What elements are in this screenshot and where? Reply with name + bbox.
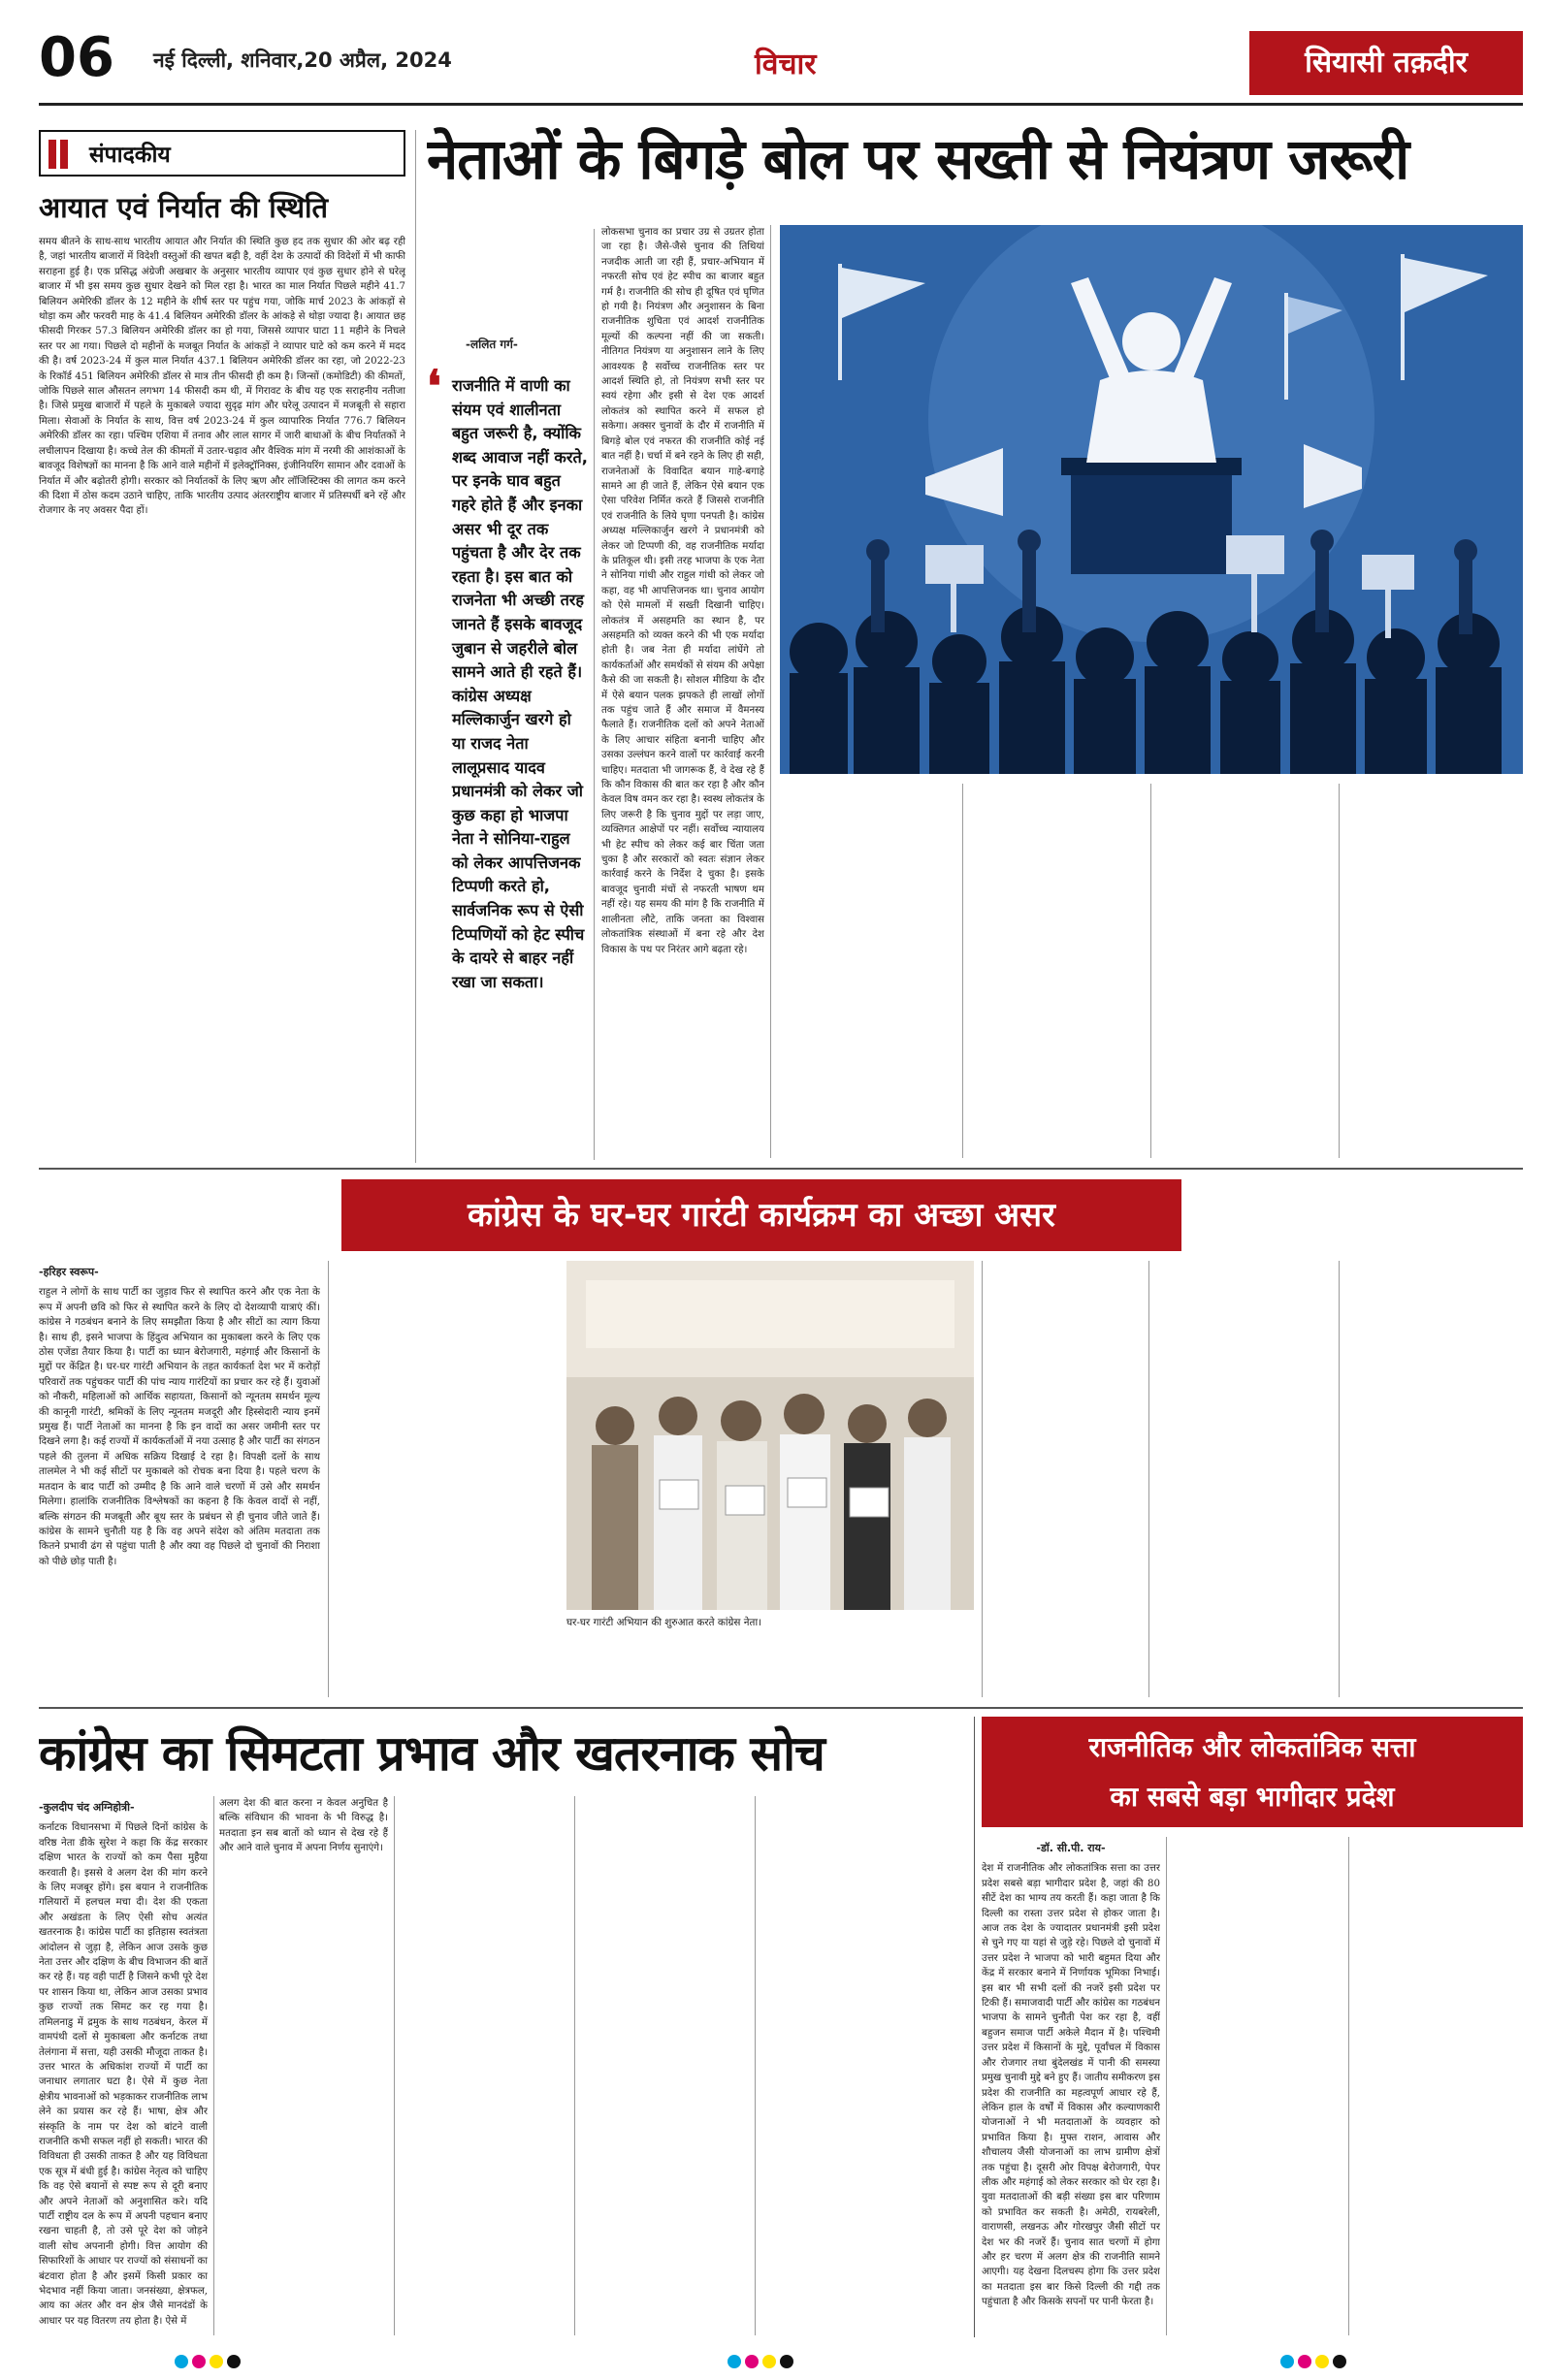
quote-mark-icon: ❛ [427, 369, 441, 412]
column-rule [1339, 1261, 1340, 1697]
story-three-headline: कांग्रेस का सिमटता प्रभाव और खतरनाक सोच [39, 1725, 824, 1782]
section-title: विचार [755, 48, 817, 81]
editorial-label-bar [48, 140, 56, 169]
lead-byline: -ललित गर्ग- [466, 338, 518, 351]
story-four-banner [982, 1717, 1523, 1827]
section-rule [39, 1168, 1523, 1170]
lead-illustration [780, 225, 1523, 774]
swatch-yellow [1315, 2355, 1329, 2368]
lead-headline: नेताओं के बिगड़े बोल पर सख्ती से नियंत्रण जरूरी [427, 126, 1409, 192]
section-rule [39, 1707, 1523, 1709]
section-tag [1249, 31, 1523, 95]
story-two-text: राहुल ने लोगों के साथ पार्टी का जुड़ाव फिर से स्थापित करने और एक नेता के रूप में अपनी छवि को फिर से स्थापित करने के लिए दो देशव्यापी यात्राएं कीं। कांग्रेस ने गठबंधन बनाने के लिए समझौता किया है और सीटों का त्याग किया है। साथ ही, इसने भाजपा के हिंदुत्व अभियान का मुकाबला करने के लिए एक ठोस एजेंडा तैयार किया है। पार्टी का ध्यान बेरोजगारी, महंगाई और किसानों के मुद्दों पर केंद्रित है। घर-घर गारंटी अभियान के तहत कार्यकर्ता देश भर में करोड़ों परिवारों तक पहुंचकर पार्टी की पांच न्याय गारंटियों का प्रचार कर रहे हैं। युवाओं को नौकरी, महिलाओं को आर्थिक सहायता, किसानों को न्यूनतम समर्थन मूल्य की कानूनी गारंटी, श्रमिकों के लिए न्यूनतम मजदूरी और हिस्सेदारी न्याय इनमें प्रमुख हैं। पार्टी नेताओं का मानना है कि इन वादों का असर जमीनी स्तर पर दिखने लगा है। कई राज्यों में कार्यकर्ताओं में नया उत्साह है और पार्टी का संगठन पहले की तुलना में अधिक सक्रिय दिखाई दे रहा है। विपक्षी दलों के साथ तालमेल ने भी कई सीटों पर मुकाबले को रोचक बना दिया है। पहले चरण के मतदान के बाद पार्टी को उम्मीद है कि आने वाले चरणों में उसे और समर्थन मिलेगा। हालांकि राजनीतिक विश्लेषकों का कहना है कि केवल वादों से नहीं, बल्कि संगठन की मजबूती और बूथ स्तर के प्रबंधन से ही चुनाव जीते जाते हैं। कांग्रेस के सामने चुनौती यह है कि वह अपने संदेश को अंतिम मतदाता तक कितने प्रभावी ढंग से पहुंचा पाती है और क्या वह पिछले दो चुनावों की निराशा को पीछे छोड़ पाती है। [39, 1287, 320, 1567]
column-rule [328, 1261, 329, 1697]
lead-text: लोकसभा चुनाव का प्रचार उग्र से उग्रतर होता जा रहा है। जैसे-जैसे चुनाव की तिथियां नजदीक आती जा रही हैं, प्रचार-अभियान में नफरती सोच एवं हेट स्पीच का बाजार बहुत गर्म है। राजनीति की सोच ही दूषित एवं घृणित हो गयी है। नियंत्रण और अनुशासन के बिना राजनीतिक शुचिता एवं आदर्श राजनीतिक मूल्यों की कल्पना नहीं की जा सकती। नीतिगत नियंत्रण या अनुशासन लाने के लिए आवश्यक है सर्वोच्च राजनीतिक स्तर पर आदर्श स्थिति हो, तो नियंत्रण सभी स्तर पर स्वयं रहेगा और इसी से देश एक आदर्श लोकतंत्र को स्थापित करने में सफल हो सकेगा। अक्सर चुनावों के दौर में राजनीति में बिगड़े बोल एवं नफरत की राजनीति कोई नई बात नहीं है। चर्चा में बने रहने के लिए ही सही, राजनेताओं के विवादित बयान गाहे-बगाहे सामने आ ही जाते हैं, लेकिन ऐसे बयान एक ऐसा परिवेश निर्मित करते हैं जिससे राजनीति एवं राजनीति के लिये घृणा पनपती है। कांग्रेस अध्यक्ष मल्लिकार्जुन खरगे ने प्रधानमंत्री को लेकर जो टिप्पणी की, वह राजनीतिक मर्यादा के प्रतिकूल थी। इसी तरह भाजपा के एक नेता ने सोनिया गांधी और राहुल गांधी को लेकर जो कहा, वह भी आपत्तिजनक था। चुनाव आयोग को ऐसे मामलों में सख्ती दिखानी चाहिए। लोकतंत्र में असहमति का स्थान है, पर असहमति को व्यक्त करने की भी एक मर्यादा होती है। जब नेता ही मर्यादा लांघेंगे तो कार्यकर्ताओं और समर्थकों से संयम की अपेक्षा कैसे की जा सकती है। सोशल मीडिया के दौर में ऐसे बयान पलक झपकते ही लाखों लोगों तक पहुंच जाते हैं और समाज में वैमनस्य फैलाते हैं। राजनीतिक दलों को अपने नेताओं के लिए आचार संहिता बनानी चाहिए और उसका उल्लंघन करने वालों पर कार्रवाई करनी चाहिए। मतदाता भी जागरूक हैं, वे देख रहे हैं कि कौन विकास की बात कर रहा है और कौन केवल विष वमन कर रहा है। स्वस्थ लोकतंत्र के लिए जरूरी है कि चुनाव मुद्दों पर लड़ा जाए, व्यक्तिगत आक्षेपों पर नहीं। सर्वोच्च न्यायालय भी हेट स्पीच को लेकर कई बार चिंता जता चुका है और सरकारों को स्वतः संज्ञान लेकर कार्रवाई करने के निर्देश दे चुका है। इसके बावजूद चुनावी मंचों से नफरती भाषण थम नहीं रहे। यह समय की मांग है कि राजनीति में शालीनता लौटे, ताकि जनता का विश्वास लोकतांत्रिक संस्थाओं में बना रहे और देश विकास के पथ पर निरंतर आगे बढ़ता रहे। [601, 227, 764, 955]
story-three-text: कर्नाटक विधानसभा में पिछले दिनों कांग्रेस के वरिष्ठ नेता डीके सुरेश ने कहा कि केंद्र सरकार दक्षिण भारत के राज्यों को कम पैसा मुहैया करवाती है। इससे वे अलग देश की मांग करने के लिए मजबूर होंगे। इस बयान ने राजनीतिक गलियारों में हलचल मचा दी। देश की एकता और अखंडता के लिए ऐसी सोच अत्यंत खतरनाक है। कांग्रेस पार्टी का इतिहास स्वतंत्रता आंदोलन से जुड़ा है, लेकिन आज उसके कुछ नेता उत्तर और दक्षिण के बीच विभाजन की बातें कर रहे हैं। यह वही पार्टी है जिसने कभी पूरे देश पर शासन किया था, लेकिन आज उसका प्रभाव कुछ राज्यों तक सिमट कर रह गया है। तमिलनाडु में द्रमुक के साथ गठबंधन, केरल में वामपंथी दलों से मुकाबला और कर्नाटक तथा तेलंगाना में सत्ता, यही उसकी मौजूदा ताकत है। उत्तर भारत के अधिकांश राज्यों में पार्टी का जनाधार लगातार घटा है। ऐसे में कुछ नेता क्षेत्रीय भावनाओं को भड़काकर राजनीतिक लाभ लेने का प्रयास कर रहे हैं। भाषा, क्षेत्र और संस्कृति के नाम पर देश को बांटने वाली राजनीति कभी सफल नहीं हो सकती। भारत की विविधता ही उसकी ताकत है और यह विविधता एक सूत्र में बंधी हुई है। कांग्रेस नेतृत्व को चाहिए कि वह ऐसे बयानों से स्पष्ट रूप से दूरी बनाए और अपने नेताओं को अनुशासित करे। यदि पार्टी राष्ट्रीय दल के रूप में अपनी पहचान बनाए रखना चाहती है, तो उसे पूरे देश को जोड़ने वाली सोच अपनानी होगी। वित्त आयोग की सिफारिशों के आधार पर राज्यों को संसाधनों का बंटवारा होता है और इसमें किसी प्रकार का भेदभाव नहीं किया जाता। जनसंख्या, क्षेत्रफल, आय का अंतर और वन क्षेत्र जैसे मानदंडों के आधार पर यह वितरण तय होता है। ऐसे में [39, 1822, 208, 2327]
pull-quote-text: राजनीति में वाणी का संयम एवं शालीनता बहुत जरूरी है, क्योंकि शब्द आवाज नहीं करते, पर इनके घाव बहुत गहरे होते हैं और इनका असर भी दूर तक पहुंचता है और देर तक रहता है। इस बात को राजनेता भी अच्छी तरह जानते हैं इसके बावजूद जुबान से जहरीले बोल सामने आते ही रहते हैं। कांग्रेस अध्यक्ष मल्लिकार्जुन खरगे हो या राजद नेता लालूप्रसाद यादव प्रधानमंत्री को लेकर जो कुछ कहा हो भाजपा नेता ने सोनिया-राहुल को लेकर आपत्तिजनक टिप्पणी करते हो, सार्वजनिक रूप से ऐसी टिप्पणियों को हेट स्पीच के दायरे से बाहर नहीं रखा जा सकता। [452, 376, 588, 991]
column-rule [574, 1796, 575, 2335]
color-bar-right [1280, 2355, 1346, 2368]
story-four-col2 [1172, 1837, 1342, 2335]
story-four-text: देश में राजनीतिक और लोकतांत्रिक सत्ता का उत्तर प्रदेश सबसे बड़ा भागीदार प्रदेश है, जहां की 80 सीटें देश का भाग्य तय करती हैं। कहा जाता है कि दिल्ली का रास्ता उत्तर प्रदेश से होकर जाता है। आज तक देश के ज्यादातर प्रधानमंत्री इसी प्रदेश से चुने गए या यहां से जुड़े रहे। पिछले दो चुनावों में उत्तर प्रदेश ने भाजपा को भारी बहुमत दिया और केंद्र में सरकार बनाने में निर्णायक भूमिका निभाई। इस बार भी सभी दलों की नजरें इसी प्रदेश पर टिकी हैं। समाजवादी पार्टी और कांग्रेस का गठबंधन भाजपा के सामने चुनौती पेश कर रहा है, वहीं बहुजन समाज पार्टी अकेले मैदान में है। पश्चिमी उत्तर प्रदेश में किसानों के मुद्दे, पूर्वांचल में विकास और रोजगार तथा बुंदेलखंड में पानी की समस्या प्रमुख चुनावी मुद्दे बने हुए हैं। जातीय समीकरण इस प्रदेश की राजनीति का महत्वपूर्ण आधार रहे हैं, लेकिन हाल के वर्षों में विकास और कल्याणकारी योजनाओं ने भी मतदाताओं के व्यवहार को प्रभावित किया है। मुफ्त राशन, आवास और शौचालय जैसी योजनाओं का लाभ ग्रामीण क्षेत्रों तक पहुंचा है। दूसरी ओर विपक्ष बेरोजगारी, पेपर लीक और महंगाई को लेकर सरकार को घेर रहा है। युवा मतदाताओं की बड़ी संख्या इस बार परिणाम को प्रभावित कर सकती है। अमेठी, रायबरेली, वाराणसी, लखनऊ और गोरखपुर जैसी सीटों पर देश भर की नजरें हैं। चुनाव सात चरणों में होगा और हर चरण में अलग क्षेत्र की राजनीति सामने आएगी। यह देखना दिलचस्प होगा कि उत्तर प्रदेश का मतदाता इस बार किसे दिल्ली की गद्दी तक पहुंचाता है और किसके सपनों पर पानी फेरता है। [982, 1863, 1160, 2308]
story-three-byline: -कुलदीप चंद अग्निहोत्री- [39, 1801, 135, 1814]
story-four-byline: -डॉ. सी.पी. राय- [1036, 1842, 1106, 1854]
column-rule [1339, 784, 1340, 1158]
column-rule [974, 1717, 975, 2337]
story-two-col4 [1154, 1261, 1333, 1697]
lead-body-col2 [780, 784, 956, 1158]
color-bar-left [175, 2355, 241, 2368]
column-rule [594, 229, 595, 1160]
masthead [39, 25, 1523, 107]
lead-body-col5 [1344, 784, 1523, 1158]
column-rule [1148, 1261, 1149, 1697]
story-four-col1 [982, 1837, 1160, 2335]
swatch-magenta [192, 2355, 206, 2368]
column-rule [415, 130, 416, 1163]
protest-illustration [780, 225, 1523, 774]
story-four-headline-line1: राजनीतिक और लोकतांत्रिक सत्ता [1088, 1731, 1416, 1763]
story-two-headline: कांग्रेस के घर-घर गारंटी कार्यक्रम का अच्छा असर [468, 1196, 1055, 1235]
swatch-black [1333, 2355, 1346, 2368]
column-rule [1150, 784, 1151, 1158]
editorial-label-bar [60, 140, 68, 169]
swatch-yellow [210, 2355, 223, 2368]
story-three-col3 [400, 1796, 568, 2335]
story-four-headline-line2: का सबसे बड़ा भागीदार प्रदेश [1110, 1781, 1395, 1813]
editorial-label-box [39, 130, 405, 177]
swatch-cyan [728, 2355, 741, 2368]
column-rule [770, 225, 771, 1158]
story-two-photo [566, 1261, 974, 1610]
color-bar-center [728, 2355, 793, 2368]
story-two-byline: -हरिहर स्वरूप- [39, 1266, 99, 1278]
column-rule [1348, 1837, 1349, 2335]
column-rule [394, 1796, 395, 2335]
lead-body-col4 [1156, 784, 1333, 1158]
page-number: 06 [39, 26, 114, 89]
editorial-body [39, 235, 405, 1161]
story-two-col3 [987, 1261, 1143, 1697]
photo-caption: घर-घर गारंटी अभियान की शुरुआत करते कांग्रेस नेता। [566, 1617, 762, 1628]
swatch-cyan [175, 2355, 188, 2368]
swatch-black [227, 2355, 241, 2368]
story-four-col3 [1354, 1837, 1523, 2335]
podium-icon [1061, 458, 1242, 574]
masthead-rule [39, 103, 1523, 106]
story-two-col2 [336, 1261, 557, 1697]
editorial-text: समय बीतने के साथ-साथ भारतीय आयात और निर्यात की स्थिति कुछ हद तक सुधार की ओर बढ़ रही है, जहां भारतीय बाजारों में विदेशी वस्तुओं की खपत बढ़ी है, वहीं देश के उत्पादों की विदेशों में भी काफी सराहना हुई है। एक प्रसिद्ध अंग्रेजी अखबार के अनुसार भारतीय व्यापार एवं कुछ सुधार होने से घरेलू बाजार में भी इस समय कुछ सुधार देखने को मिल रहा है। भारत का माल निर्यात पिछले महीने 41.7 बिलियन अमेरिकी डॉलर के 12 महीने के शीर्ष स्तर पर पहुंच गया, जोकि मार्च 2023 के आंकड़ों से थोड़ा कम और फरवरी माह के 41.4 बिलियन अमेरिकी डॉलर के आंकड़े से थोड़ा ज्यादा है। आयात छह फीसदी गिरकर 57.3 बिलियन अमेरिकी डॉलर का हो गया, जिससे व्यापार घाटा 11 महीने के निचले स्तर पर आ गया। पिछले दो महीनों के मजबूत निर्यात के आंकड़ों ने व्यापार घाटे को कम करने में मदद की है। वर्ष 2023-24 में कुल माल निर्यात 437.1 बिलियन अमेरिकी डॉलर का रहा, जो 2022-23 के रिकॉर्ड 451 बिलियन अमेरिकी डॉलर से मात्र तीन फीसदी ही कम है। जिन्सों (कमोडिटी) की कीमतों, जोकि पिछले साल औसतन लगभग 14 फीसदी कम थी, में गिरावट के बीच यह एक सराहनीय नतीजा है। जिसे प्रमुख बाजारों में पहले के मुकाबले ज्यादा सुदृढ़ मांग और घरेलू उत्पादन में मजबूती से सहारा मिला। सेवाओं के निर्यात के साथ, वित्त वर्ष 2023-24 में कुल व्यापारिक निर्यात 776.7 बिलियन अमेरिकी डॉलर का रहा। पश्चिम एशिया में तनाव और लाल सागर में जारी बाधाओं के बीच निर्यातकों ने लचीलापन दिखाया है। कच्चे तेल की कीमतों में उतार-चढ़ाव और वैश्विक मांग में नरमी की आशंकाओं के बावजूद विशेषज्ञों का मानना है कि आने वाले महीनों में इलेक्ट्रॉनिक्स, इंजीनियरिंग सामान और दवाओं के निर्यात में और बढ़ोतरी होगी। सरकार को निर्यातकों के लिए ऋण और लॉजिस्टिक्स की लागत कम करने की दिशा में ठोस कदम उठाने चाहिए, ताकि भारतीय उत्पाद अंतरराष्ट्रीय बाजार में प्रतिस्पर्धी बने रहें और रोजगार के नए अवसर पैदा हों। [39, 237, 405, 517]
editorial-label: संपादकीय [89, 143, 171, 168]
lead-body-col1 [601, 225, 764, 1158]
story-three-col2 [219, 1796, 388, 2335]
dateline: नई दिल्ली, शनिवार,20 अप्रैल, 2024 [153, 48, 452, 72]
column-rule [755, 1796, 756, 2335]
column-rule [982, 1261, 983, 1697]
column-rule [213, 1796, 214, 2335]
section-tag-label: सियासी तक़दीर [1305, 46, 1468, 80]
story-three-text: अलग देश की बात करना न केवल अनुचित है बल्कि संविधान की भावना के भी विरुद्ध है। मतदाता इन सब बातों को ध्यान से देख रहे हैं और आने वाले चुनाव में अपना निर्णय सुनाएंगे। [219, 1798, 388, 1854]
story-three-col1 [39, 1796, 208, 2335]
column-rule [962, 784, 963, 1158]
story-three-col4 [580, 1796, 749, 2335]
lead-body-col3 [968, 784, 1145, 1158]
swatch-cyan [1280, 2355, 1294, 2368]
press-conference-photo [566, 1261, 974, 1610]
story-two-col5 [1344, 1174, 1523, 1697]
column-rule [1166, 1837, 1167, 2335]
editorial-title: आयात एवं निर्यात की स्थिति [39, 191, 329, 224]
story-three-col5 [760, 1796, 966, 2335]
pull-quote [427, 369, 588, 1135]
swatch-magenta [745, 2355, 759, 2368]
print-registration-marks [58, 2351, 1494, 2372]
swatch-yellow [762, 2355, 776, 2368]
story-two-col1 [39, 1261, 320, 1697]
story-two-banner [341, 1179, 1181, 1251]
swatch-magenta [1298, 2355, 1311, 2368]
swatch-black [780, 2355, 793, 2368]
